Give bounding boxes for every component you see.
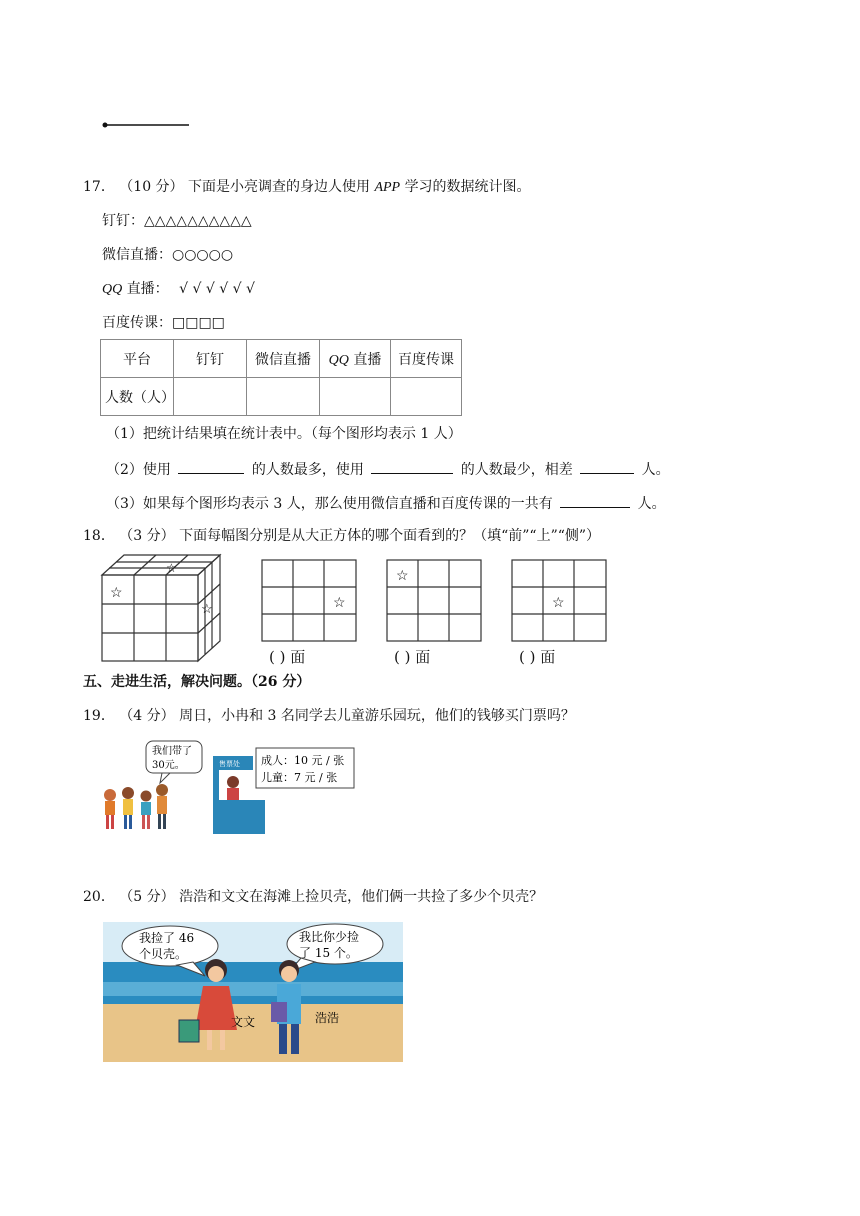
- cube-figure: [100, 553, 224, 663]
- bubble-right-line-1: 我比你少捡: [299, 930, 360, 944]
- stat-row-baidu: 百度传课：□□□□: [102, 315, 225, 331]
- beach-illustration: [103, 922, 403, 1062]
- sub-question-1: （1）把统计结果填在统计表中。（每个图形均表示 1 人）: [106, 426, 462, 442]
- section-heading: 五、走进生活，解决问题。（26 分）: [83, 674, 311, 690]
- answer-blank[interactable]: [580, 459, 634, 474]
- answer-cell[interactable]: [174, 378, 247, 416]
- children-figures: [104, 784, 168, 829]
- bubble-line-2: 30元。: [152, 760, 185, 771]
- answer-blank[interactable]: [371, 459, 453, 474]
- answer-cell[interactable]: [247, 378, 320, 416]
- question-18-stem: 18． （3 分） 下面每幅图分别是从大正方体的哪个面看到的？（填“前”“上”“侧”）: [83, 528, 601, 544]
- question-number: 17．: [83, 179, 115, 195]
- statistics-table: [100, 339, 462, 416]
- sub-question-3: （3）如果每个图形均表示 3 人，那么使用微信直播和百度传课的一共有 人。: [106, 493, 666, 514]
- bubble-right-line-2: 了 15 个。: [299, 946, 358, 960]
- view-caption-2: ( ) 面: [394, 648, 431, 666]
- price-child: 儿童：7 元 / 张: [261, 771, 338, 784]
- stat-row-qq: QQ 直播： √ √ √ √ √ √: [102, 281, 255, 297]
- view-grid-2: [386, 559, 482, 646]
- price-adult: 成人：10 元 / 张: [261, 754, 345, 767]
- ticket-illustration: [100, 738, 360, 838]
- stat-row-wechat: 微信直播：○○○○○: [102, 247, 234, 263]
- svg-text:☆: ☆: [396, 568, 409, 584]
- question-17-stem: 17． （10 分） 下面是小亮调查的身边人使用 APP 学习的数据统计图。: [83, 179, 531, 195]
- circle-symbols: ○○○○○: [172, 247, 234, 263]
- sub-question-2: （2）使用 的人数最多，使用 的人数最少，相差 人。: [106, 459, 670, 480]
- view-grid-3: [511, 559, 607, 646]
- line-segment: [102, 116, 190, 122]
- view-grid-1: [261, 559, 357, 646]
- question-19-stem: 19． （4 分） 周日，小冉和 3 名同学去儿童游乐园玩，他们的钱够买门票吗？: [83, 708, 575, 724]
- triangle-symbols: △△△△△△△△△△: [144, 213, 252, 229]
- answer-blank[interactable]: [178, 459, 244, 474]
- question-score: （10 分）: [119, 179, 184, 195]
- star-icon: ☆: [166, 561, 177, 575]
- star-icon: ☆: [110, 585, 123, 601]
- name-right: 浩浩: [315, 1011, 340, 1025]
- stat-row-dingding: 钉钉：△△△△△△△△△△: [102, 213, 252, 229]
- table-header-row: 平台 钉钉 微信直播 QQ 直播 百度传课: [101, 340, 462, 378]
- svg-text:☆: ☆: [333, 595, 346, 611]
- question-20-stem: 20． （5 分） 浩浩和文文在海滩上捡贝壳，他们俩一共捡了多少个贝壳？: [83, 889, 544, 905]
- answer-cell[interactable]: [320, 378, 391, 416]
- star-icon: ☆: [201, 602, 213, 617]
- table-data-row: 人数（人）: [101, 378, 462, 416]
- svg-text:☆: ☆: [552, 595, 565, 611]
- name-left: 文文: [231, 1015, 256, 1029]
- view-caption-1: ( ) 面: [269, 648, 306, 666]
- bubble-line-1: 我们带了: [152, 746, 192, 757]
- view-caption-3: ( ) 面: [519, 648, 556, 666]
- answer-cell[interactable]: [391, 378, 462, 416]
- bubble-left-line-1: 我捡了 46: [139, 931, 195, 945]
- bubble-left-line-2: 个贝壳。: [139, 947, 188, 961]
- answer-blank[interactable]: [560, 493, 630, 508]
- booth-sign: 售票处: [219, 760, 240, 768]
- check-symbols: √ √ √ √ √ √: [179, 281, 255, 297]
- square-symbols: □□□□: [172, 315, 225, 331]
